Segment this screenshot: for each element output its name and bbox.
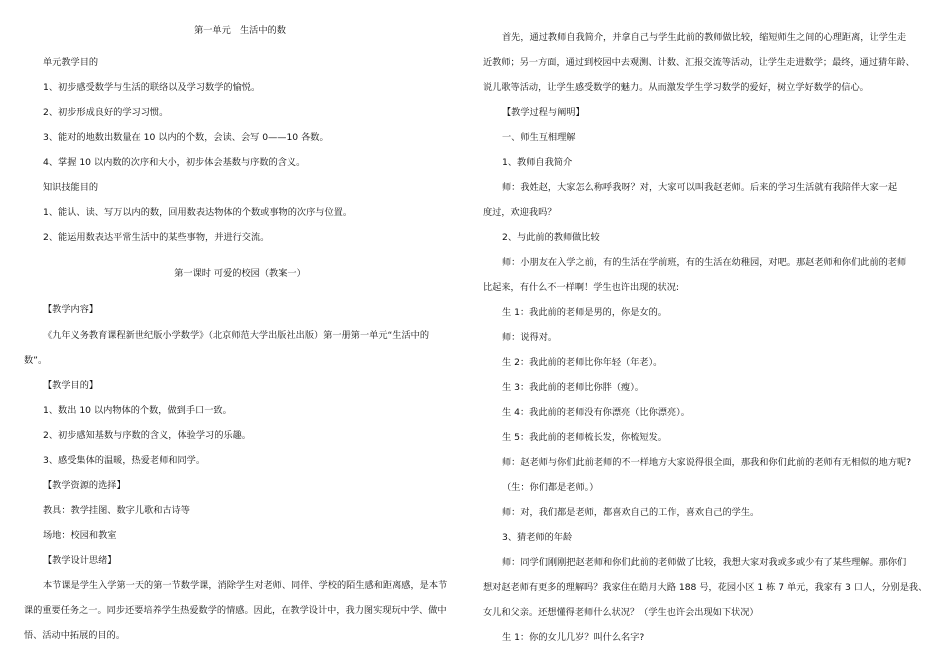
text-line: 3、感受集体的温暖，热爱老师和同学。 [43,455,206,466]
text-line: 师：说得对。 [502,332,558,343]
section-heading: 【教学过程与阐明】 [502,107,585,118]
text-line: 女儿和父亲。还想懂得老师什么状况？（学生也许会出现如下状况） [483,607,759,618]
text-line: 生 4：我此前的老师没有你漂亮（比你漂亮）。 [502,407,690,418]
text-line: 生 1：你的女儿几岁？叫什么名字? [502,632,645,643]
text-line: 悟、活动中拓展的目的。 [24,630,126,641]
text-line: 1、能认、读、写万以内的数，回用数表达物体的个数或事物的次序与位置。 [43,207,353,218]
section-heading: 【教学资源的选择】 [43,480,126,491]
text-line: 本节课是学生入学第一天的第一节数学课，消除学生对老师、同伴、学校的陌生感和距离感，是本节 [43,580,448,591]
text-line: 师：同学们刚刚把赵老师和你们此前的老师做了比较，我想大家对我或多或少有了某些理解。那你们 [502,557,907,568]
text-line: 生 3：我此前的老师比你胖（瘦）。 [502,382,644,393]
text-line: 师：我姓赵，大家怎么称呼我呀？对，大家可以叫我赵老师。后来的学习生活就有我陪伴大家一起 [502,182,898,193]
text-line: 说儿歌等活动，让学生感受数学的魅力。从而激发学生学习数学的爱好，树立学好数学的信心。 [483,82,869,93]
section-heading: 单元教学目的 [43,57,99,68]
text-line: 场地：校园和教室 [43,530,117,541]
text-line: 1、教师自我简介 [502,157,573,168]
text-line: 想对赵老师有更多的理解吗？我家住在皓月大路 188 号，花园小区 1 栋 7 单元，我家有 3 口人，分别是我、 [483,582,928,593]
text-line: 1、初步感受数学与生活的联络以及学习数学的愉悦。 [43,82,261,93]
lesson-title: 第一课时 可爱的校园（教案一） [174,268,306,279]
text-line: 2、能运用数表达平常生活中的某些事物，并进行交流。 [43,232,270,243]
text-line: 数”。 [24,355,48,366]
text-line: 师：小朋友在入学之前，有的生活在学前班，有的生活在幼稚园，对吧。那赵老师和你们此前的老师 [502,257,907,268]
text-line: 2、初步形成良好的学习习惯。 [43,107,169,118]
text-line: 课的重要任务之一。同步还要培养学生热爱数学的情感。因此，在教学设计中，我力图实现玩中学、做中 [24,605,447,616]
text-line: 近教师；另一方面，通过到校园中去观测、计数、汇报交流等活动，让学生走进数学；最终，通过猜年龄、 [483,57,915,68]
unit-title: 第一单元 生活中的数 [194,25,286,36]
text-line: 师：对，我们都是老师，都喜欢自己的工作，喜欢自己的学生。 [502,507,760,518]
text-line: 教具：教学挂图、数字儿歌和古诗等 [43,505,190,516]
text-line: 生 2：我此前的老师比你年轻（年老）。 [502,357,663,368]
text-line: 2、与此前的教师做比较 [502,232,600,243]
text-line: 师：赵老师与你们此前老师的不一样地方大家说得很全面，那我和你们此前的老师有无相似的地方呢? [502,457,912,468]
section-heading: 【教学目的】 [43,380,99,391]
section-heading: 【教学设计思绪】 [43,555,117,566]
text-line: 生 1：我此前的老师是男的，你是女的。 [502,307,667,318]
text-line: 生 5：我此前的老师梳长发，你梳短发。 [502,432,667,443]
section-heading: 【教学内容】 [43,304,99,315]
text-line: 2、初步感知基数与序数的含义，体验学习的乐趣。 [43,430,251,441]
text-line: 度过，欢迎我吗？ [483,207,557,218]
text-line: 3、能对的地数出数量在 10 以内的个数，会读、会写 0——10 各数。 [43,132,329,143]
text-line: （生：你们都是老师。） [502,482,599,493]
text-line: 比起来，有什么不一样啊！学生也许出现的状况: [483,282,680,293]
text-line: 《九年义务教育课程新世纪版小学数学》（北京师范大学出版社出版）第一册第一单元“生活中的 [43,330,430,341]
section-heading: 知识技能目的 [43,182,99,193]
section-heading: 一、师生互相理解 [502,132,576,143]
text-line: 1、数出 10 以内物体的个数，做到手口一致。 [43,405,232,416]
text-line: 4、掌握 10 以内数的次序和大小，初步体会基数与序数的含义。 [43,157,306,168]
text-line: 首先，通过教师自我简介，并拿自己与学生此前的教师做比较，缩短师生之间的心理距离，让学生走 [502,32,907,43]
text-line: 3、猜老师的年龄 [502,532,573,543]
